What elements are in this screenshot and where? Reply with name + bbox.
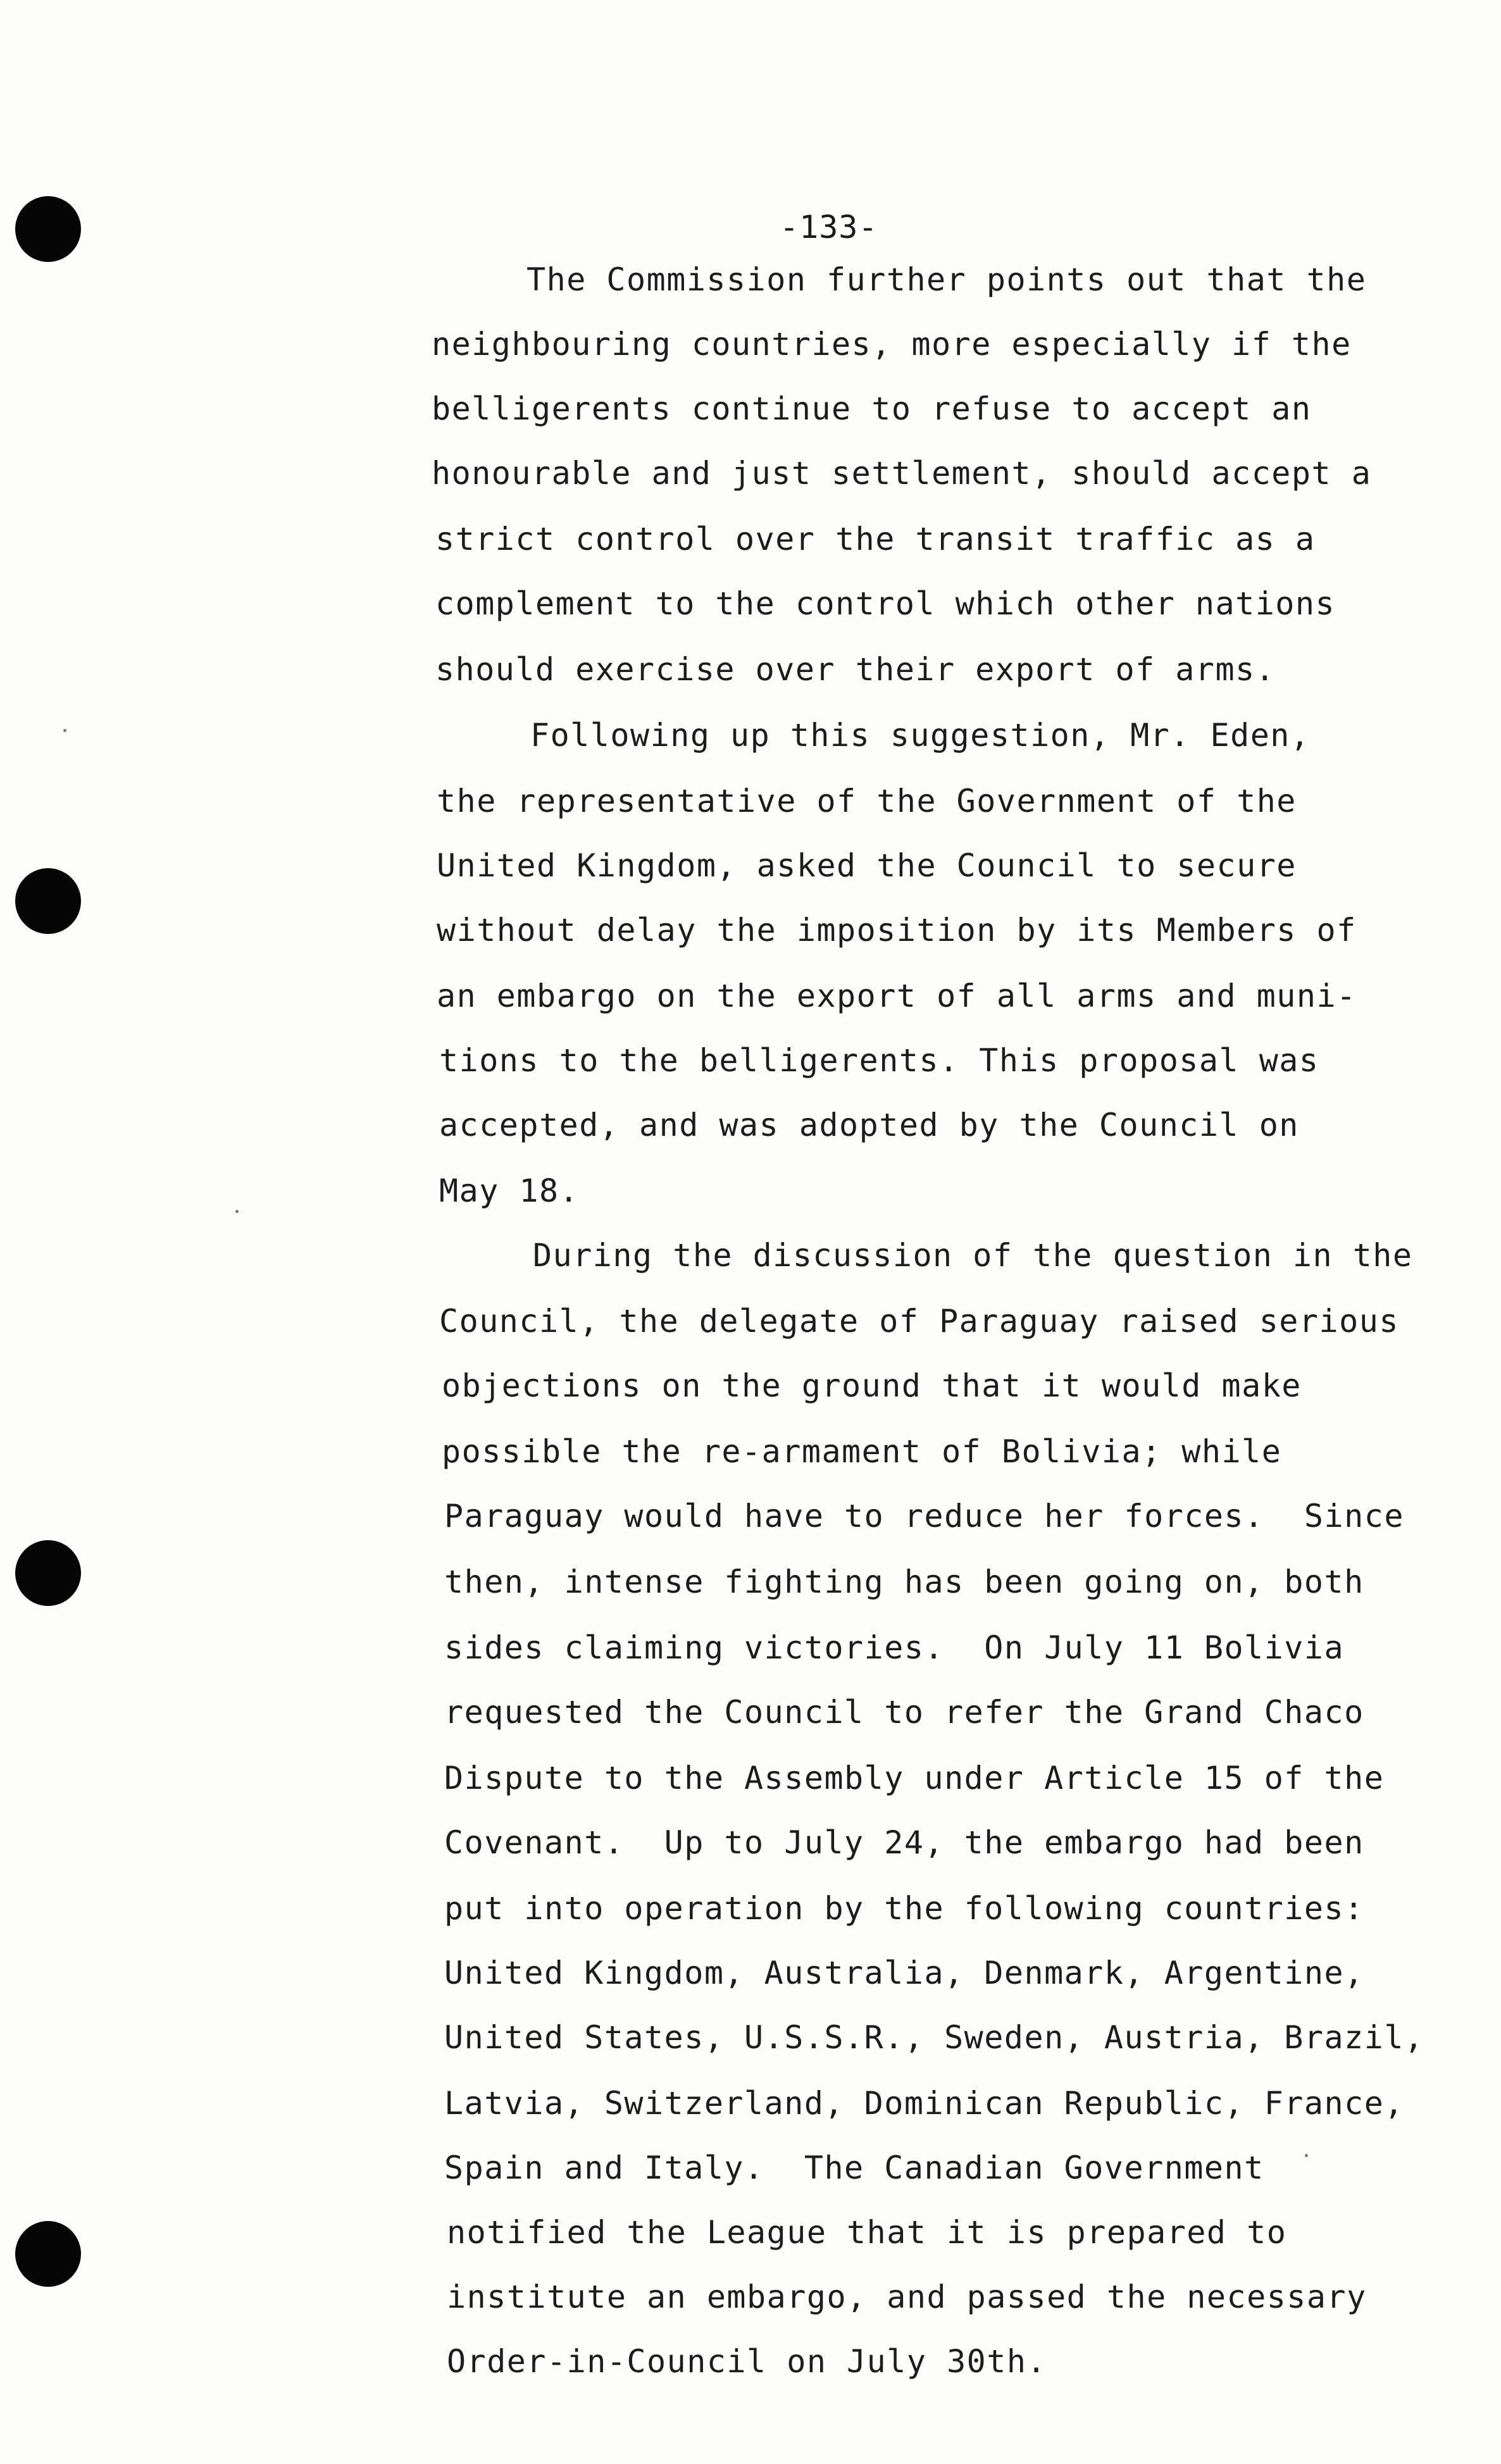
text-line: United Kingdom, asked the Council to secure [437, 847, 1297, 884]
text-line: United Kingdom, Australia, Denmark, Argentine, [444, 1955, 1364, 1991]
text-line: During the discussion of the question in the [533, 1237, 1413, 1274]
text-line: tions to the belligerents. This proposal was [439, 1042, 1319, 1079]
text-line: institute an embargo, and passed the necessary [447, 2279, 1367, 2315]
text-line: belligerents continue to refuse to accept an [432, 390, 1312, 427]
text-line: an embargo on the export of all arms and muni- [437, 978, 1357, 1014]
scan-speck [63, 729, 66, 732]
text-line: sides claiming victories. On July 11 Bolivia [444, 1629, 1345, 1666]
text-line: complement to the control which other nations [435, 585, 1336, 622]
text-line: requested the Council to refer the Grand Chaco [444, 1694, 1364, 1731]
text-line: accepted, and was adopted by the Council on [439, 1107, 1299, 1143]
punch-hole-3 [15, 1540, 81, 1606]
punch-hole-1 [15, 196, 81, 262]
text-line: then, intense fighting has been going on, both [444, 1564, 1364, 1600]
text-line: should exercise over their export of arms. [435, 651, 1276, 688]
page-number: -133- [780, 209, 878, 246]
text-line: Latvia, Switzerland, Dominican Republic, France, [444, 2085, 1404, 2122]
text-line: Covenant. Up to July 24, the embargo had been [444, 1824, 1364, 1861]
text-line: Paraguay would have to reduce her forces. Since [444, 1498, 1404, 1534]
text-line: without delay the imposition by its Members of [437, 912, 1357, 949]
text-line: May 18. [439, 1173, 580, 1209]
text-line: United States, U.S.S.R., Sweden, Austria, Brazil, [444, 2019, 1424, 2056]
text-line: put into operation by the following countries: [444, 1890, 1364, 1927]
scan-speck [1305, 2154, 1308, 2157]
text-line: strict control over the transit traffic as a [435, 521, 1316, 557]
punch-hole-2 [15, 868, 81, 934]
text-line: The Commission further points out that the [526, 261, 1367, 298]
text-line: Dispute to the Assembly under Article 15 of the [444, 1760, 1385, 1796]
text-line: the representative of the Government of the [437, 783, 1297, 819]
scan-speck [235, 1210, 239, 1213]
text-line: objections on the ground that it would make [442, 1367, 1302, 1404]
text-line: Order-in-Council on July 30th. [447, 2343, 1047, 2380]
text-line: Following up this suggestion, Mr. Eden, [530, 717, 1311, 754]
text-line: notified the League that it is prepared to [447, 2214, 1287, 2251]
punch-hole-4 [15, 2221, 81, 2287]
text-line: Spain and Italy. The Canadian Government [444, 2150, 1264, 2186]
text-line: honourable and just settlement, should accept a [432, 455, 1372, 492]
text-line: neighbouring countries, more especially if the [432, 326, 1352, 363]
text-line: possible the re-armament of Bolivia; while [442, 1433, 1282, 1470]
text-line: Council, the delegate of Paraguay raised serious [439, 1303, 1399, 1340]
